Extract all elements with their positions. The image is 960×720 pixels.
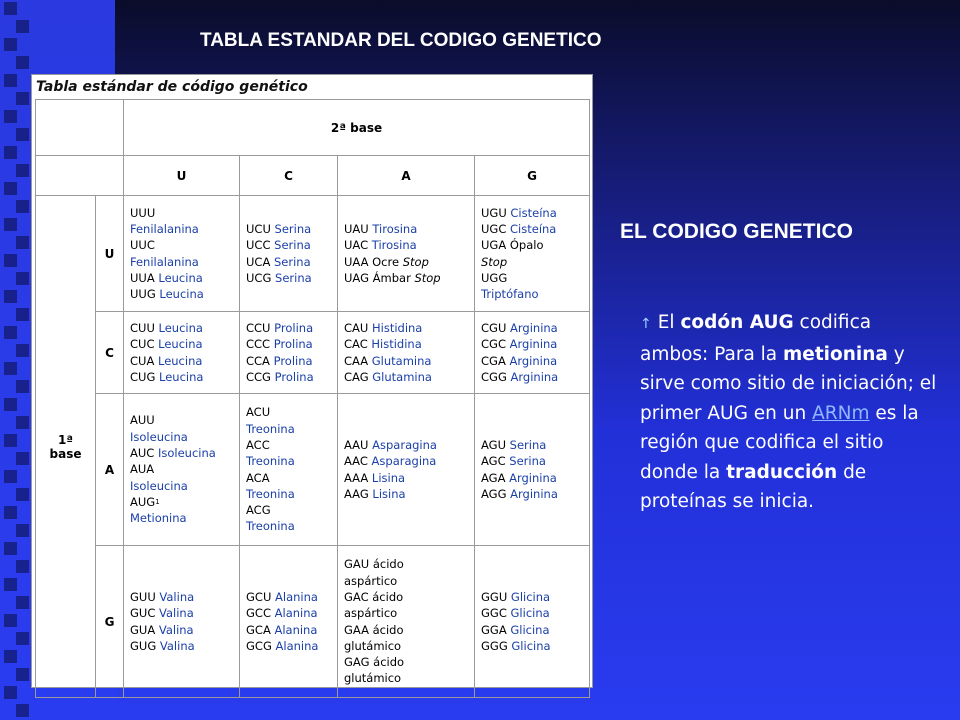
codon-line [246, 486, 331, 502]
codon: CAA [344, 353, 369, 368]
codon: GGU [481, 589, 508, 604]
amino-acid: Valina [159, 638, 195, 653]
codon-line [481, 369, 583, 385]
decor-square [16, 272, 29, 285]
amino-acid: Alanina [275, 638, 319, 653]
amino-acid: Prolina [273, 353, 313, 368]
slide-title: TABLA ESTANDAR DEL CODIGO GENETICO [200, 30, 602, 51]
codon: UCA [246, 254, 271, 269]
codon-line [344, 254, 468, 270]
codon-line [344, 486, 468, 502]
decor-square [4, 614, 17, 627]
codon: UAU [344, 221, 369, 236]
codon-cell [240, 312, 338, 394]
codon: ACG [246, 503, 271, 518]
codon-line [246, 270, 331, 286]
codon: AGA [481, 470, 506, 485]
stop-label: Stop [402, 254, 429, 269]
codon: UGU [481, 205, 507, 220]
codon-line [246, 221, 331, 237]
codon-line [344, 670, 468, 686]
codon-line [481, 336, 583, 352]
decor-square [16, 56, 29, 69]
codon: CUU [130, 320, 155, 335]
codon: CUA [130, 353, 155, 368]
codon: CGC [481, 337, 506, 352]
amino-acid: Cisteína [510, 205, 557, 220]
codon: AGG [481, 486, 507, 501]
decor-square [16, 92, 29, 105]
table-caption: Tabla estándar de código genético [36, 79, 308, 95]
codon-line [246, 404, 331, 420]
codon: CCU [246, 320, 271, 335]
amino-acid: Fenilalanina [130, 254, 199, 269]
first-base-label: 1ª [57, 432, 74, 447]
aug-note [640, 308, 940, 517]
amino-acid: Serina [509, 437, 547, 452]
codon-line [246, 353, 331, 369]
codon: GUC [130, 606, 156, 621]
table-row [36, 196, 590, 312]
amino-acid: Alanina [274, 622, 318, 637]
decor-square [16, 308, 29, 321]
decor-square [16, 524, 29, 537]
codon-line [344, 622, 468, 638]
amino-acid: Glicina [510, 622, 550, 637]
codon-line [246, 237, 331, 253]
amino-acid: Serina [273, 254, 311, 269]
codon-line [344, 336, 468, 352]
codon: GAC ácido [344, 589, 404, 604]
decor-square [16, 344, 29, 357]
amino-acid: Glicina [510, 606, 550, 621]
decor-square [4, 326, 17, 339]
codon: GCU [246, 589, 272, 604]
codon-line [481, 453, 583, 469]
codon-line [130, 353, 233, 369]
arnm-link[interactable]: ARNm [812, 402, 870, 424]
amino-acid: Tirosina [371, 238, 417, 253]
codon-line [130, 429, 233, 445]
codon: CAU [344, 320, 369, 335]
codon: ACA [246, 470, 270, 485]
codon-line [246, 518, 331, 534]
codon: UCG [246, 270, 272, 285]
codon: ACC [246, 437, 270, 452]
amino-acid: Glutamina [371, 353, 432, 368]
amino-acid: Arginina [510, 486, 558, 501]
codon: CUC [130, 337, 155, 352]
codon-line [130, 336, 233, 352]
codon-cell [240, 196, 338, 312]
codon: CUG [130, 369, 156, 384]
codon-line [481, 205, 583, 221]
decor-square [4, 146, 17, 159]
codon-line [344, 270, 468, 286]
codon-cell [475, 394, 590, 546]
amino-acid: Arginina [509, 470, 557, 485]
amino-acid: Arginina [510, 369, 559, 384]
codon-line [344, 589, 468, 605]
decor-square [16, 236, 29, 249]
codon-line [130, 221, 233, 237]
decor-square [4, 506, 17, 519]
amino-acid: Histidina [371, 337, 422, 352]
table-row [36, 312, 590, 394]
codon-line [130, 369, 233, 385]
codon-line [130, 510, 233, 526]
corner-cell [36, 100, 124, 156]
codon: AAU [344, 437, 369, 452]
codon-line [246, 320, 331, 336]
decor-square [4, 38, 17, 51]
codon-cell [338, 312, 475, 394]
codon-line [130, 320, 233, 336]
note-text: y sirve como sitio de iniciación; el primer AUG en un [640, 343, 937, 424]
decor-square [16, 128, 29, 141]
decor-square [16, 164, 29, 177]
codon-line [344, 573, 468, 589]
decor-square [16, 632, 29, 645]
amino-acid: Valina [158, 622, 194, 637]
amino-acid: Isoleucina [130, 478, 188, 493]
decor-square [4, 254, 17, 267]
codon-line [481, 622, 583, 638]
codon-line [481, 320, 583, 336]
note-text: de proteínas se inicia. [640, 461, 867, 512]
amino-acid: Treonina [246, 454, 295, 469]
codon: ACU [246, 405, 271, 420]
amino-acid: Lisina [371, 470, 406, 485]
decor-square [4, 182, 17, 195]
decor-square [4, 398, 17, 411]
amino-acid: Treonina [246, 421, 295, 436]
codon: UUA [130, 270, 155, 285]
codon-line [246, 589, 331, 605]
codon-cell [338, 394, 475, 546]
decor-square [16, 668, 29, 681]
genetic-code-table [35, 99, 590, 698]
first-base-header [36, 196, 96, 698]
codon: CGG [481, 369, 507, 384]
codon: UGC [481, 221, 507, 236]
codon: CAC [344, 337, 368, 352]
codon-line [130, 445, 233, 461]
codon-line [481, 470, 583, 486]
decor-square [16, 20, 29, 33]
codon: GGC [481, 606, 507, 621]
codon: AAA [344, 470, 369, 485]
codon: GGA [481, 622, 507, 637]
codon-line [246, 254, 331, 270]
codon: AUU [130, 413, 155, 428]
codon: CAG [344, 369, 369, 384]
codon-line [130, 237, 233, 253]
codon: UAA Ocre [344, 254, 400, 269]
codon-cell [338, 546, 475, 698]
codon-line [130, 622, 233, 638]
amino-acid: Metionina [130, 511, 187, 526]
decor-square [4, 650, 17, 663]
codon: GAG ácido [344, 655, 405, 670]
codon: AAC [344, 454, 368, 469]
corner-cell [36, 156, 124, 196]
amino-acid: Arginina [509, 337, 558, 352]
codon-line [344, 369, 468, 385]
decor-square [16, 488, 29, 501]
footnote-marker: 1 [155, 497, 160, 506]
codon: AGC [481, 454, 506, 469]
codon: GAU ácido [344, 557, 404, 572]
codon-line [481, 221, 583, 237]
note-text: codifica ambos: Para la [640, 312, 872, 365]
codon-cell [124, 394, 240, 546]
codon-line [481, 254, 583, 270]
codon-line [246, 369, 331, 385]
note-text: El [657, 312, 681, 333]
amino-acid: Leucina [158, 337, 203, 352]
codon-line [246, 470, 331, 486]
decor-square [4, 110, 17, 123]
amino-acid: Leucina [159, 287, 204, 302]
codon: UUU [130, 205, 156, 220]
second-base-header: 2ª base [124, 100, 590, 156]
amino-acid: Valina [159, 606, 194, 621]
amino-acid: Glicina [510, 589, 551, 604]
codon: glutámico [344, 671, 402, 686]
codon-cell [124, 196, 240, 312]
amino-acid: Leucina [159, 369, 204, 384]
codon-line [130, 478, 233, 494]
codon-line [246, 421, 331, 437]
codon: AUG [130, 494, 156, 509]
codon-cell [240, 546, 338, 698]
codon-line [246, 622, 331, 638]
decor-square [4, 434, 17, 447]
codon-line [130, 638, 233, 654]
codon-line [344, 453, 468, 469]
decor-square [16, 560, 29, 573]
decor-square [16, 704, 29, 717]
note-bold-translation: traducción [726, 461, 838, 483]
codon-line [344, 638, 468, 654]
amino-acid: Isoleucina [130, 429, 188, 444]
amino-acid: Fenilalanina [130, 221, 199, 236]
amino-acid: Leucina [157, 353, 203, 368]
codon: GCC [246, 606, 271, 621]
stop-label: Stop [414, 270, 441, 285]
decor-square [16, 416, 29, 429]
column-header-c: C [240, 156, 338, 196]
codon: glutámico [344, 638, 402, 653]
amino-acid: Serina [274, 238, 311, 253]
codon-line [130, 412, 233, 428]
codon-line [344, 556, 468, 572]
codon-line [344, 437, 468, 453]
codon: GUU [130, 589, 156, 604]
amino-acid: Leucina [158, 270, 203, 285]
amino-acid: Alanina [274, 606, 318, 621]
codon-line [344, 605, 468, 621]
codon-cell [124, 546, 240, 698]
codon: AGU [481, 437, 506, 452]
codon: CCG [246, 369, 271, 384]
amino-acid: Prolina [274, 320, 314, 335]
amino-acid: Isoleucina [157, 446, 216, 461]
codon-line [130, 254, 233, 270]
column-header-u: U [124, 156, 240, 196]
stop-label: Stop [481, 254, 508, 269]
codon: CCC [246, 337, 271, 352]
codon-line [481, 605, 583, 621]
codon-line [130, 605, 233, 621]
decor-square [4, 362, 17, 375]
codon-line [344, 470, 468, 486]
codon-line [481, 270, 583, 286]
amino-acid: Histidina [371, 320, 423, 335]
amino-acid: Glicina [511, 638, 551, 653]
amino-acid: Prolina [274, 369, 314, 384]
side-title: EL CODIGO GENETICO [620, 220, 853, 243]
bullet-arrow-icon: ↑ [640, 316, 652, 332]
genetic-code-card [31, 74, 593, 688]
amino-acid: Cisteína [510, 221, 557, 236]
codon: aspártico [344, 573, 398, 588]
square-pattern-decoration [0, 0, 32, 720]
row-base-label: G [96, 546, 124, 698]
amino-acid: Glutamina [372, 369, 432, 384]
amino-acid: Prolina [273, 337, 313, 352]
note-text: es la región que codifica el sitio donde la [640, 402, 919, 483]
codon-line [130, 494, 233, 510]
amino-acid: Serina [274, 221, 312, 236]
amino-acid: Arginina [509, 353, 558, 368]
codon-line [246, 437, 331, 453]
codon-line [344, 353, 468, 369]
codon-cell [475, 546, 590, 698]
table-row [36, 394, 590, 546]
decor-square [16, 380, 29, 393]
decor-square [16, 200, 29, 213]
codon-line [481, 437, 583, 453]
row-base-label: U [96, 196, 124, 312]
codon: UAC [344, 238, 369, 253]
amino-acid: Valina [159, 589, 195, 604]
codon-line [130, 461, 233, 477]
amino-acid: Alanina [275, 589, 318, 604]
row-base-label: C [96, 312, 124, 394]
codon: CCA [246, 353, 270, 368]
table-row [36, 546, 590, 698]
decor-square [4, 218, 17, 231]
decor-square [4, 74, 17, 87]
column-header-g: G [475, 156, 590, 196]
codon-cell [338, 196, 475, 312]
amino-acid: Tirosina [372, 221, 418, 236]
codon: AUA [130, 462, 155, 477]
decor-square [16, 452, 29, 465]
codon: GUG [130, 638, 157, 653]
codon: GCG [246, 638, 272, 653]
codon-cell [475, 312, 590, 394]
codon-line [481, 237, 583, 253]
codon-line [246, 605, 331, 621]
codon-line [481, 286, 583, 302]
amino-acid: Treonina [246, 486, 295, 501]
codon: UCU [246, 221, 271, 236]
codon: UUG [130, 287, 156, 302]
codon-line [130, 205, 233, 221]
codon-cell [475, 196, 590, 312]
decor-square [4, 2, 17, 15]
amino-acid: Asparagina [372, 437, 437, 452]
codon-line [344, 320, 468, 336]
decor-square [4, 542, 17, 555]
decor-square [4, 470, 17, 483]
codon: UAG Ámbar [344, 270, 411, 285]
codon-line [481, 486, 583, 502]
amino-acid: Triptófano [481, 287, 539, 302]
codon-cell [124, 312, 240, 394]
amino-acid: Asparagina [371, 454, 437, 469]
codon-line [344, 221, 468, 237]
codon: CGA [481, 353, 506, 368]
codon: UGA Ópalo [481, 238, 544, 253]
decor-square [16, 596, 29, 609]
codon-line [246, 453, 331, 469]
amino-acid: Treonina [246, 519, 295, 534]
codon-line [246, 336, 331, 352]
codon: GGG [481, 638, 508, 653]
codon: aspártico [344, 606, 398, 621]
first-base-label: base [49, 446, 82, 461]
codon: UGG [481, 270, 508, 285]
row-base-label: A [96, 394, 124, 546]
codon-line [130, 589, 233, 605]
codon-line [130, 286, 233, 302]
codon-line [481, 589, 583, 605]
decor-square [4, 290, 17, 303]
codon-cell [240, 394, 338, 546]
note-bold-codon: codón AUG [680, 312, 794, 333]
decor-square [4, 578, 17, 591]
amino-acid: Serina [275, 270, 312, 285]
codon: AAG [344, 486, 369, 501]
codon-line [344, 654, 468, 670]
codon-line [246, 638, 331, 654]
codon-line [130, 270, 233, 286]
codon: GCA [246, 622, 271, 637]
codon-line [481, 638, 583, 654]
note-bold-methionine: metionina [783, 343, 888, 365]
codon: UUC [130, 238, 155, 253]
codon: CGU [481, 320, 507, 335]
decor-square [4, 686, 17, 699]
column-header-a: A [338, 156, 475, 196]
codon: GAA ácido [344, 622, 404, 637]
amino-acid: Leucina [158, 320, 203, 335]
amino-acid: Lisina [372, 486, 406, 501]
amino-acid: Serina [509, 454, 546, 469]
codon: GUA [130, 622, 156, 637]
codon: UCC [246, 238, 271, 253]
codon: AUC [130, 446, 155, 461]
amino-acid: Arginina [510, 320, 558, 335]
codon-line [246, 502, 331, 518]
codon-line [481, 353, 583, 369]
codon-line [344, 237, 468, 253]
